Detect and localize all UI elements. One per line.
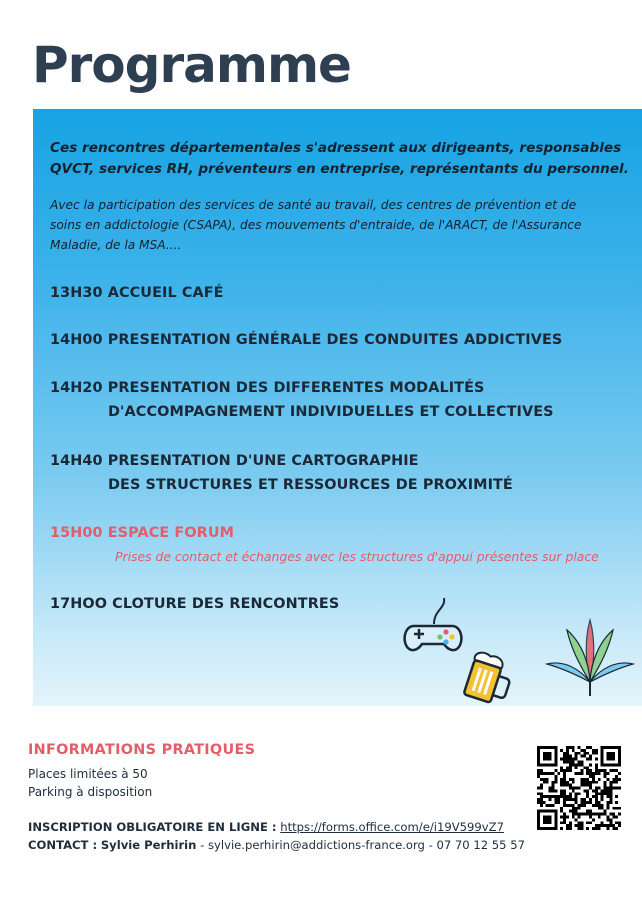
cannabis-leaf-icon bbox=[545, 618, 635, 698]
schedule-time: 14H20 bbox=[50, 380, 103, 396]
schedule-time: 14H40 bbox=[50, 453, 103, 469]
schedule-label: ACCUEIL CAFÉ bbox=[107, 285, 224, 301]
contact-line: CONTACT : Sylvie Perhirin - sylvie.perhirin@addictions-france.org - 07 70 12 55 57 bbox=[28, 838, 525, 852]
schedule-item bbox=[50, 281, 224, 305]
schedule-item bbox=[50, 449, 513, 497]
registration-label: INSCRIPTION OBLIGATOIRE EN LIGNE : bbox=[28, 820, 277, 834]
schedule-time: 13H30 bbox=[50, 285, 103, 301]
schedule-label: PRESENTATION GÉNÉRALE DES CONDUITES ADDICTIVES bbox=[107, 332, 563, 348]
intro-participation: Avec la participation des services de santé au travail, des centres de prévention et de soins en addictologie (CSAPA), des mouvements d'entraide, de l'ARACT, de l'Assurance Maladie, de la MSA.... bbox=[50, 198, 582, 252]
schedule-time: 17HOO bbox=[50, 596, 108, 612]
contact-email[interactable]: sylvie.perhirin@addictions-france.org bbox=[207, 838, 425, 852]
forum-subtitle: Prises de contact et échanges avec les structures d'appui présentes sur place bbox=[115, 549, 599, 564]
contact-label: CONTACT : bbox=[28, 838, 98, 852]
info-parking: Parking à disposition bbox=[28, 785, 153, 799]
schedule-item-forum bbox=[50, 521, 234, 545]
schedule-item bbox=[50, 376, 554, 424]
registration-link[interactable]: https://forms.office.com/e/i19V599vZ7 bbox=[280, 820, 504, 834]
registration-line bbox=[28, 820, 504, 834]
schedule-label: ESPACE FORUM bbox=[107, 525, 235, 541]
schedule-item bbox=[50, 592, 339, 616]
intro-audience: Ces rencontres départementales s'adressent aux dirigeants, responsables QVCT, services RH, préventeurs en entreprise, représentants du personnel. bbox=[50, 140, 629, 177]
schedule-item bbox=[50, 328, 562, 352]
schedule-label: PRESENTATION D'UNE CARTOGRAPHIE bbox=[107, 453, 419, 469]
qr-code[interactable] bbox=[537, 746, 621, 830]
info-title: INFORMATIONS PRATIQUES bbox=[28, 742, 256, 758]
schedule-label: PRESENTATION DES DIFFERENTES MODALITÉS bbox=[107, 380, 485, 396]
schedule-label: CLOTURE DES RENCONTRES bbox=[112, 596, 340, 612]
page-title: Programme bbox=[32, 36, 351, 94]
info-places: Places limitées à 50 bbox=[28, 767, 148, 781]
schedule-label-continued: DES STRUCTURES ET RESSOURCES DE PROXIMITÉ bbox=[108, 477, 513, 493]
contact-phone: 07 70 12 55 57 bbox=[436, 838, 525, 852]
schedule-label-continued: D'ACCOMPAGNEMENT INDIVIDUELLES ET COLLECTIVES bbox=[108, 404, 554, 420]
schedule-time: 14H00 bbox=[50, 332, 103, 348]
schedule-time: 15H00 bbox=[50, 525, 103, 541]
beer-mug-icon bbox=[455, 650, 517, 710]
contact-name: Sylvie Perhirin bbox=[100, 838, 197, 852]
